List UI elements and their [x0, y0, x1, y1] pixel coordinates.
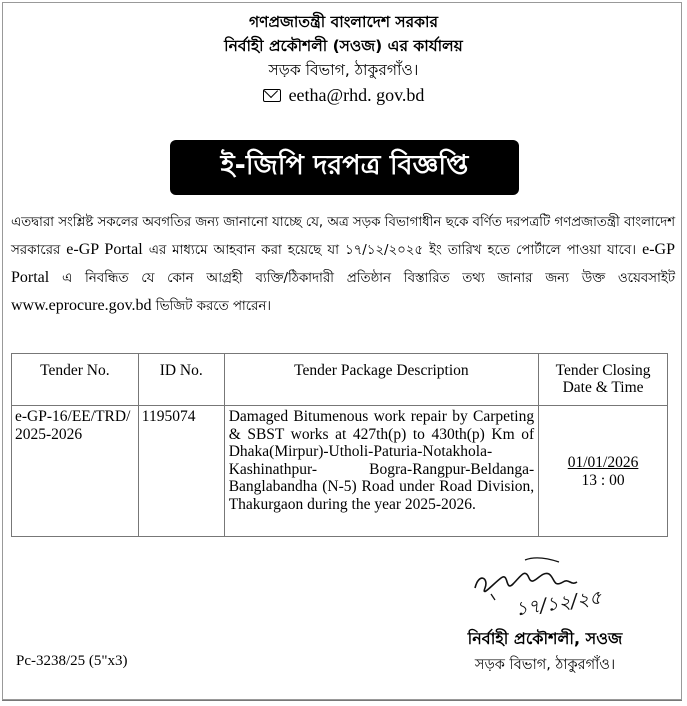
cell-tender-no: e-GP-16/EE/TRD/2025-2026: [12, 406, 139, 537]
notice-text-4: ভিজিট করতে পারেন।: [151, 299, 272, 314]
signature: [455, 548, 645, 620]
notice-text-1: এতদ্বারা সংশ্লিষ্ট সকলের অবগতির জন্য জানানো যাচ্ছে যে, অত্র সড়ক বিভাগাধীন ছকে বর্ণিত দরপত্রটি গণপ্রজাতন্ত্রী বাংলাদেশ সরকারের: [11, 215, 675, 258]
signatory-office: সড়ক বিভাগ, ঠাকুরগাঁও।: [474, 657, 616, 673]
division-name: সড়ক বিভাগ, ঠাকুরগাঁও।: [268, 61, 419, 79]
notice-text-2: এর মাধ্যমে আহবান করা হয়েছে যা ১৭/১২/২০২৫ ইং তারিখ হতে পোর্টালে পাওয়া যাবে।: [142, 243, 643, 258]
egp-portal-text-1: e-GP Portal: [66, 241, 143, 258]
email-address[interactable]: eetha@rhd. gov.bd: [288, 85, 425, 105]
closing-date: 01/01/2026: [567, 454, 639, 471]
header-closing-line2: Date & Time: [562, 379, 644, 396]
header-id-no: ID No.: [138, 354, 224, 406]
government-name: গণপ্রজাতন্ত্রী বাংলাদেশ সরকার: [248, 13, 439, 31]
notice-text-3: এ নিবন্ধিত যে কোন আগ্রহী ব্যক্তি/ঠিকাদারী প্রতিষ্ঠান বিস্তারিত তথ্য জানার জন্য উক্ত ওয়েবসাইট: [49, 271, 675, 286]
pc-reference: Pc-3238/25 (5"x3): [16, 653, 128, 669]
signatory-designation: নির্বাহী প্রকৌশলী, সওজ: [467, 629, 623, 648]
notice-title: ই-জিপি দরপত্র বিজ্ঞপ্তি: [170, 140, 519, 195]
signatory-block: [420, 626, 670, 678]
svg-text:১৭/১২/২৫: [514, 586, 604, 620]
bottom-rule: [2, 700, 682, 705]
header-closing: [539, 354, 668, 406]
cell-closing: [539, 406, 668, 537]
header-description: Tender Package Description: [224, 354, 538, 406]
notice-body: [11, 209, 675, 320]
cell-id-no: 1195074: [138, 406, 224, 537]
website-link[interactable]: www.eprocure.gov.bd: [11, 297, 152, 314]
table-row: [12, 406, 668, 537]
signature-date: ১৭/১২/২৫: [513, 586, 603, 620]
office-name: নির্বাহী প্রকৌশলী (সওজ) এর কার্যালয়: [224, 37, 463, 55]
mail-icon: [263, 89, 281, 102]
cell-description: Damaged Bitumenous work repair by Carpeting & SBST works at 427th(p) to 430th(p) Km of Dhaka(Mirpur)-Utholi-Paturia-Notakhola- Kashinathpur- Bogra-Rangpur-Beldanga-Banglabandha (N-5) Road under Road Division, Thakurgaon during the year 2025-2026.: [224, 406, 538, 537]
header-tender-no: Tender No.: [12, 354, 139, 406]
tender-table: [11, 353, 668, 537]
egp-portal-text-2: e-GP Portal: [11, 241, 675, 286]
header-closing-line1: Tender Closing: [555, 362, 651, 379]
email-row: [0, 82, 687, 108]
table-header-row: [12, 354, 668, 406]
office-header: [0, 10, 687, 108]
closing-time: 13 : 00: [581, 472, 625, 489]
